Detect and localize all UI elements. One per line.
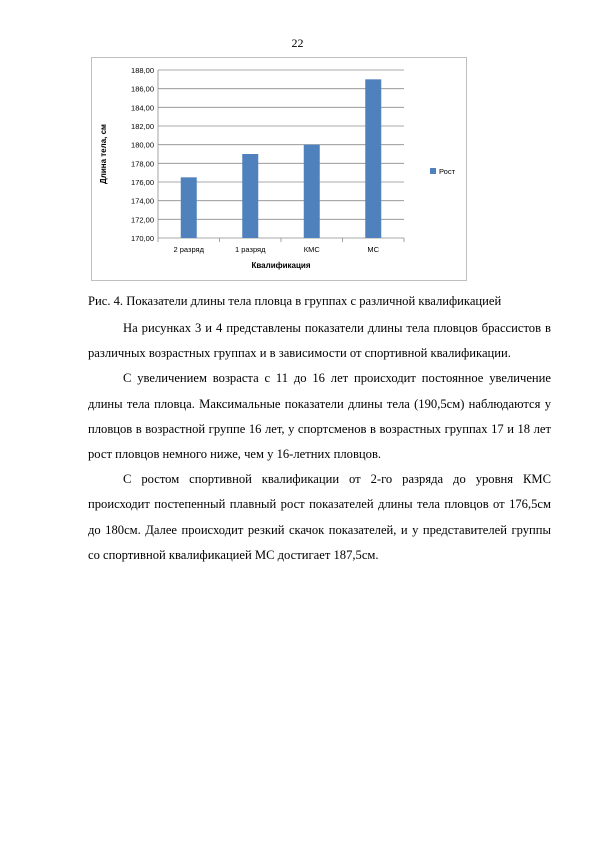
y-tick-label: 186,00 <box>131 84 154 94</box>
bar <box>181 177 197 238</box>
legend-label: Рост <box>439 167 456 176</box>
y-tick-label: 176,00 <box>131 178 154 187</box>
y-tick-label: 172,00 <box>131 215 154 225</box>
figure-caption: Рис. 4. Показатели длины тела пловца в группах с различной квалификацией <box>88 294 502 308</box>
bar-chart <box>91 57 467 281</box>
x-tick-label: МС <box>367 245 380 254</box>
y-tick-label: 170,00 <box>131 234 154 243</box>
x-tick-label: 1 разряд <box>235 245 266 254</box>
chart-canvas <box>92 58 468 282</box>
x-axis-title: Квалификация <box>251 261 311 270</box>
y-tick-label: 178,00 <box>131 159 154 169</box>
bar <box>242 154 258 238</box>
y-axis-title: Длина тела, см <box>99 124 108 184</box>
paragraph: На рисунках 3 и 4 представлены показатели длины тела пловцов брассистов в различных возрастных группах и в зависимости от спортивной квалификации. <box>88 321 551 361</box>
x-tick-label: 2 разряд <box>173 245 204 254</box>
bar <box>304 145 320 238</box>
bar <box>365 79 381 238</box>
paragraph: С увеличением возраста с 11 до 16 лет происходит постоянное увеличение длины тела пловца. Максимальные показатели длины тела (190,5см) наблюдаются у пловцов в возрастной группе 16 лет, у спортсменов в возрастных группах 17 и 18 лет рост пловцов немного ниже, чем у 16-летних пловцов. <box>88 371 551 462</box>
y-tick-label: 188,00 <box>131 66 154 75</box>
body-text <box>88 316 551 568</box>
y-tick-label: 182,00 <box>131 122 154 131</box>
paragraph: С ростом спортивной квалификации от 2-го разряда до уровня КМС происходит постепенный плавный рост показателей длины тела пловцов от 176,5см до 180см. Далее происходит резкий скачок показателей, и у представителей группы со спортивной квалификацией МС достигает 187,5см. <box>88 472 551 562</box>
page-number: 22 <box>291 36 304 50</box>
y-tick-label: 174,00 <box>131 196 154 206</box>
y-tick-label: 180,00 <box>131 140 154 150</box>
y-tick-label: 184,00 <box>131 103 154 113</box>
legend-swatch <box>430 168 436 174</box>
x-tick-label: КМС <box>303 245 320 254</box>
